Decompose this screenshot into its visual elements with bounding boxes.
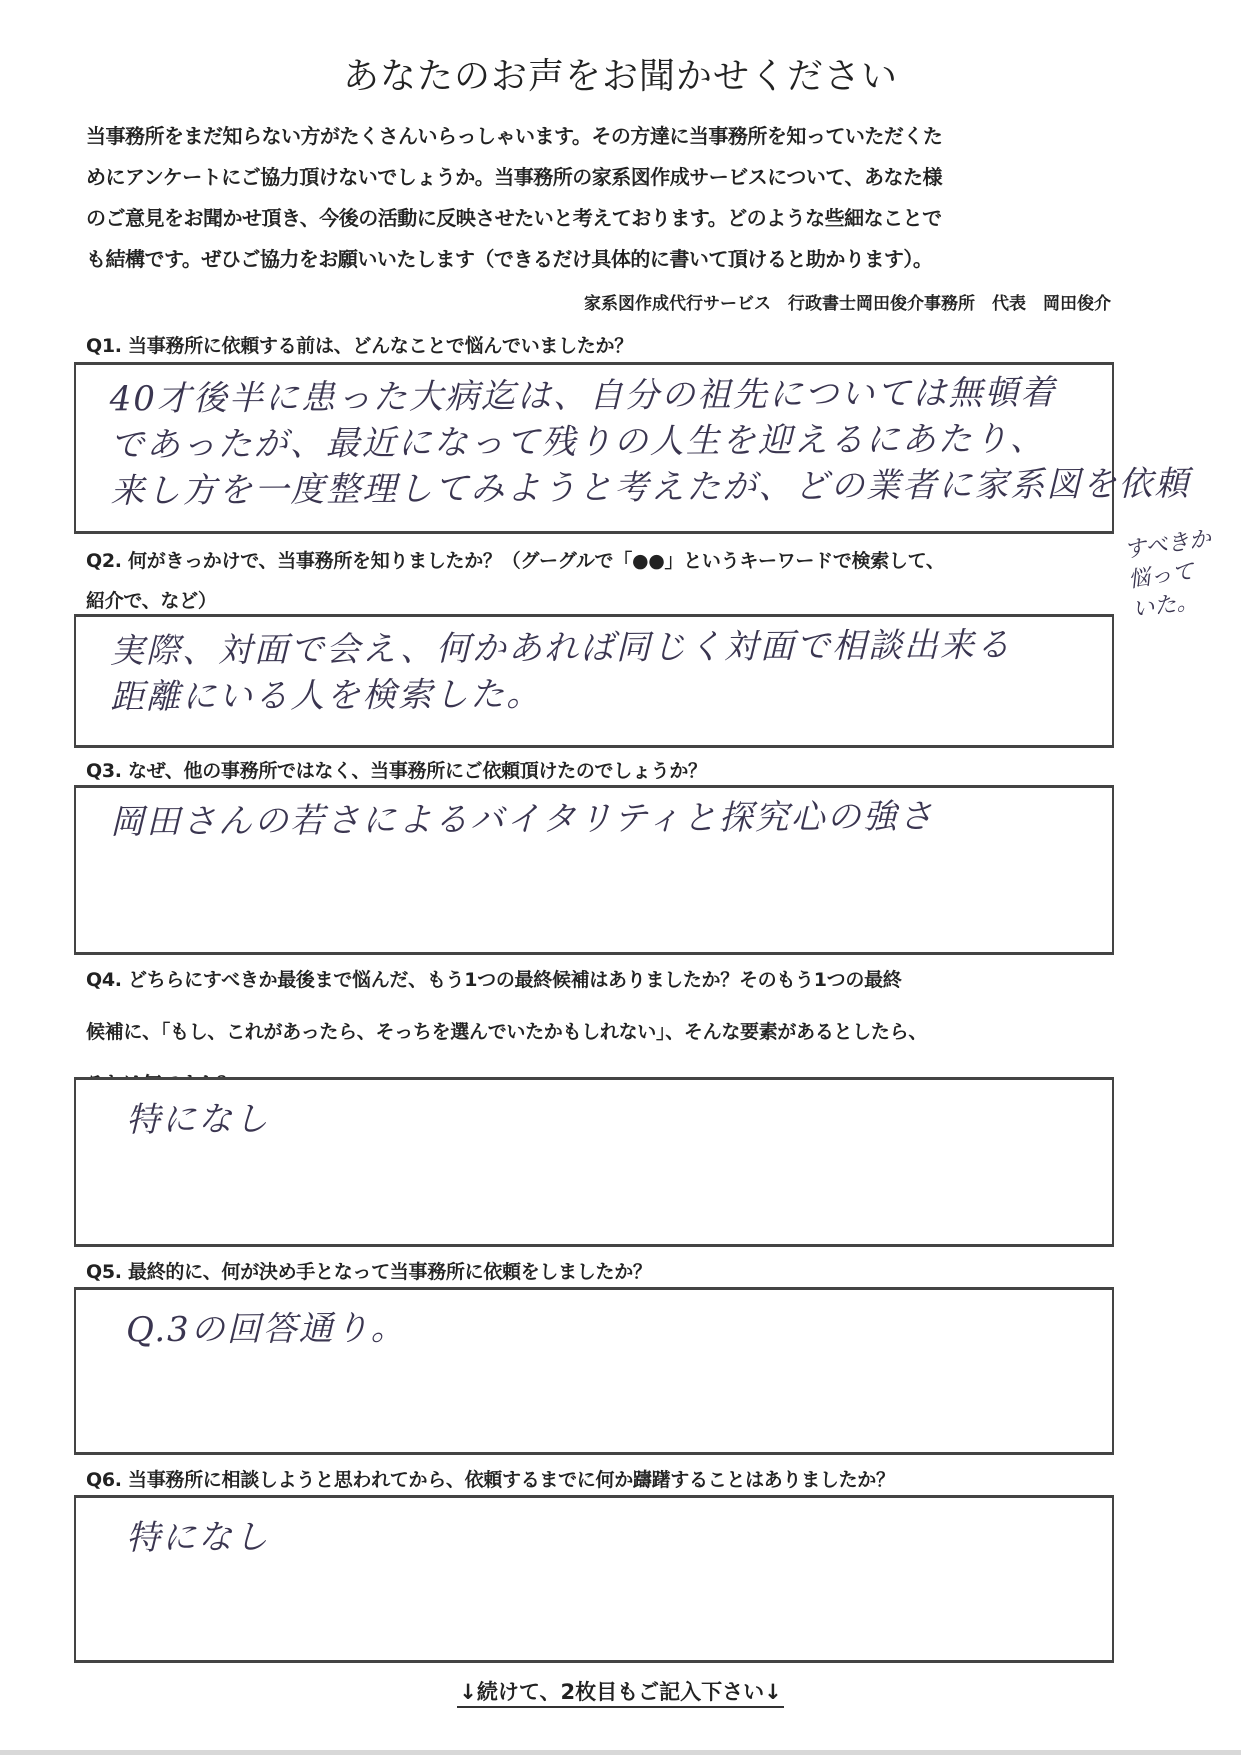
answer-box-4[interactable]: [74, 1077, 1114, 1247]
question-text: Q1. 当事務所に依頼する前は、どんなことで悩んでいましたか？: [86, 335, 633, 357]
signature: 家系図作成代行サービス 行政書士岡田俊介事務所 代表 岡田俊介: [584, 294, 1111, 314]
question-1: [86, 326, 1146, 366]
question-text: Q6. 当事務所に相談しようと思われてから、依頼するまでに何か躊躇することはありましたか？: [86, 1469, 895, 1491]
intro-text: [86, 116, 1166, 280]
question-text: Q4. どちらにすべきか最後まで悩んだ、もう1つの最終候補はありましたか？そのもう1つの最終: [86, 969, 902, 991]
continue-note-text: ↓続けて、2枚目もご記入下さい↓: [457, 1680, 783, 1708]
answer-line: であったが、最近になって残りの人生を迎えるにあたり、: [109, 418, 1046, 466]
answer-line: 岡田さんの若さによるバイタリティと探究心の強さ: [109, 796, 935, 843]
answer-line: 特になし: [125, 1517, 271, 1559]
question-2: [86, 541, 1146, 621]
answer-box-1[interactable]: [74, 362, 1191, 534]
answer-line: 距離にいる人を検索した。: [110, 674, 543, 718]
intro-line: めにアンケートにご協力頂けないでしょうか。当事務所の家系図作成サービスについて、あなた様: [86, 165, 942, 189]
handwritten-answer: [76, 1286, 1112, 1353]
margin-note-line: すべきか: [1122, 526, 1213, 564]
handwritten-answer: [76, 361, 1191, 514]
intro-line: のご意見をお聞かせ頂き、今後の活動に反映させたいと考えております。どのような些細なことで: [86, 206, 942, 230]
handwritten-answer: [76, 784, 1112, 845]
answer-box-2[interactable]: [74, 614, 1114, 748]
question-text: Q2. 何がきっかけで、当事務所を知りましたか？（グーグルで「●●」というキーワードで検索して、: [86, 550, 945, 572]
question-text: 候補に、「もし、これがあったら、そっちを選んでいたかもしれない」、そんな要素があるとしたら、: [86, 1021, 928, 1043]
handwritten-answer: [76, 613, 1113, 720]
margin-note-line: 悩って: [1126, 559, 1196, 594]
handwritten-answer: [76, 1076, 1112, 1143]
answer-box-5[interactable]: [74, 1287, 1114, 1455]
answer-line: 来し方を一度整理してみようと考えたが、どの業者に家系図を依頼: [110, 463, 1191, 512]
question-text: 紹介で、など）: [86, 590, 217, 612]
answer-line: 特になし: [125, 1099, 271, 1141]
intro-line: 当事務所をまだ知らない方がたくさんいらっしゃいます。その方達に当事務所を知っていただくた: [86, 124, 943, 148]
answer-line: 40才後半に患った大病迄は、自分の祖先については無頓着: [109, 372, 1057, 420]
question-6: [86, 1460, 1146, 1500]
page-title: あなたのお声をお聞かせください: [342, 56, 898, 97]
answer-line: Q.3の回答通り。: [125, 1308, 407, 1351]
question-5: [86, 1252, 1146, 1292]
handwritten-answer: [76, 1494, 1112, 1561]
question-text: Q5. 最終的に、何が決め手となって当事務所に依頼をしましたか？: [86, 1261, 652, 1283]
answer-box-6[interactable]: [74, 1495, 1114, 1663]
intro-line: も結構です。ぜひご協力をお願いいたします（できるだけ具体的に書いて頂けると助かります）。: [86, 247, 933, 271]
continue-note: [0, 1676, 1241, 1706]
question-text: Q3. なぜ、他の事務所ではなく、当事務所にご依頼頂けたのでしょうか？: [86, 760, 707, 782]
answer-box-3[interactable]: [74, 785, 1114, 955]
margin-note-line: いた。: [1130, 588, 1200, 623]
scan-edge: [0, 1750, 1241, 1755]
answer-line: 実際、対面で会え、何かあれば同じく対面で相談出来る: [109, 625, 1013, 672]
